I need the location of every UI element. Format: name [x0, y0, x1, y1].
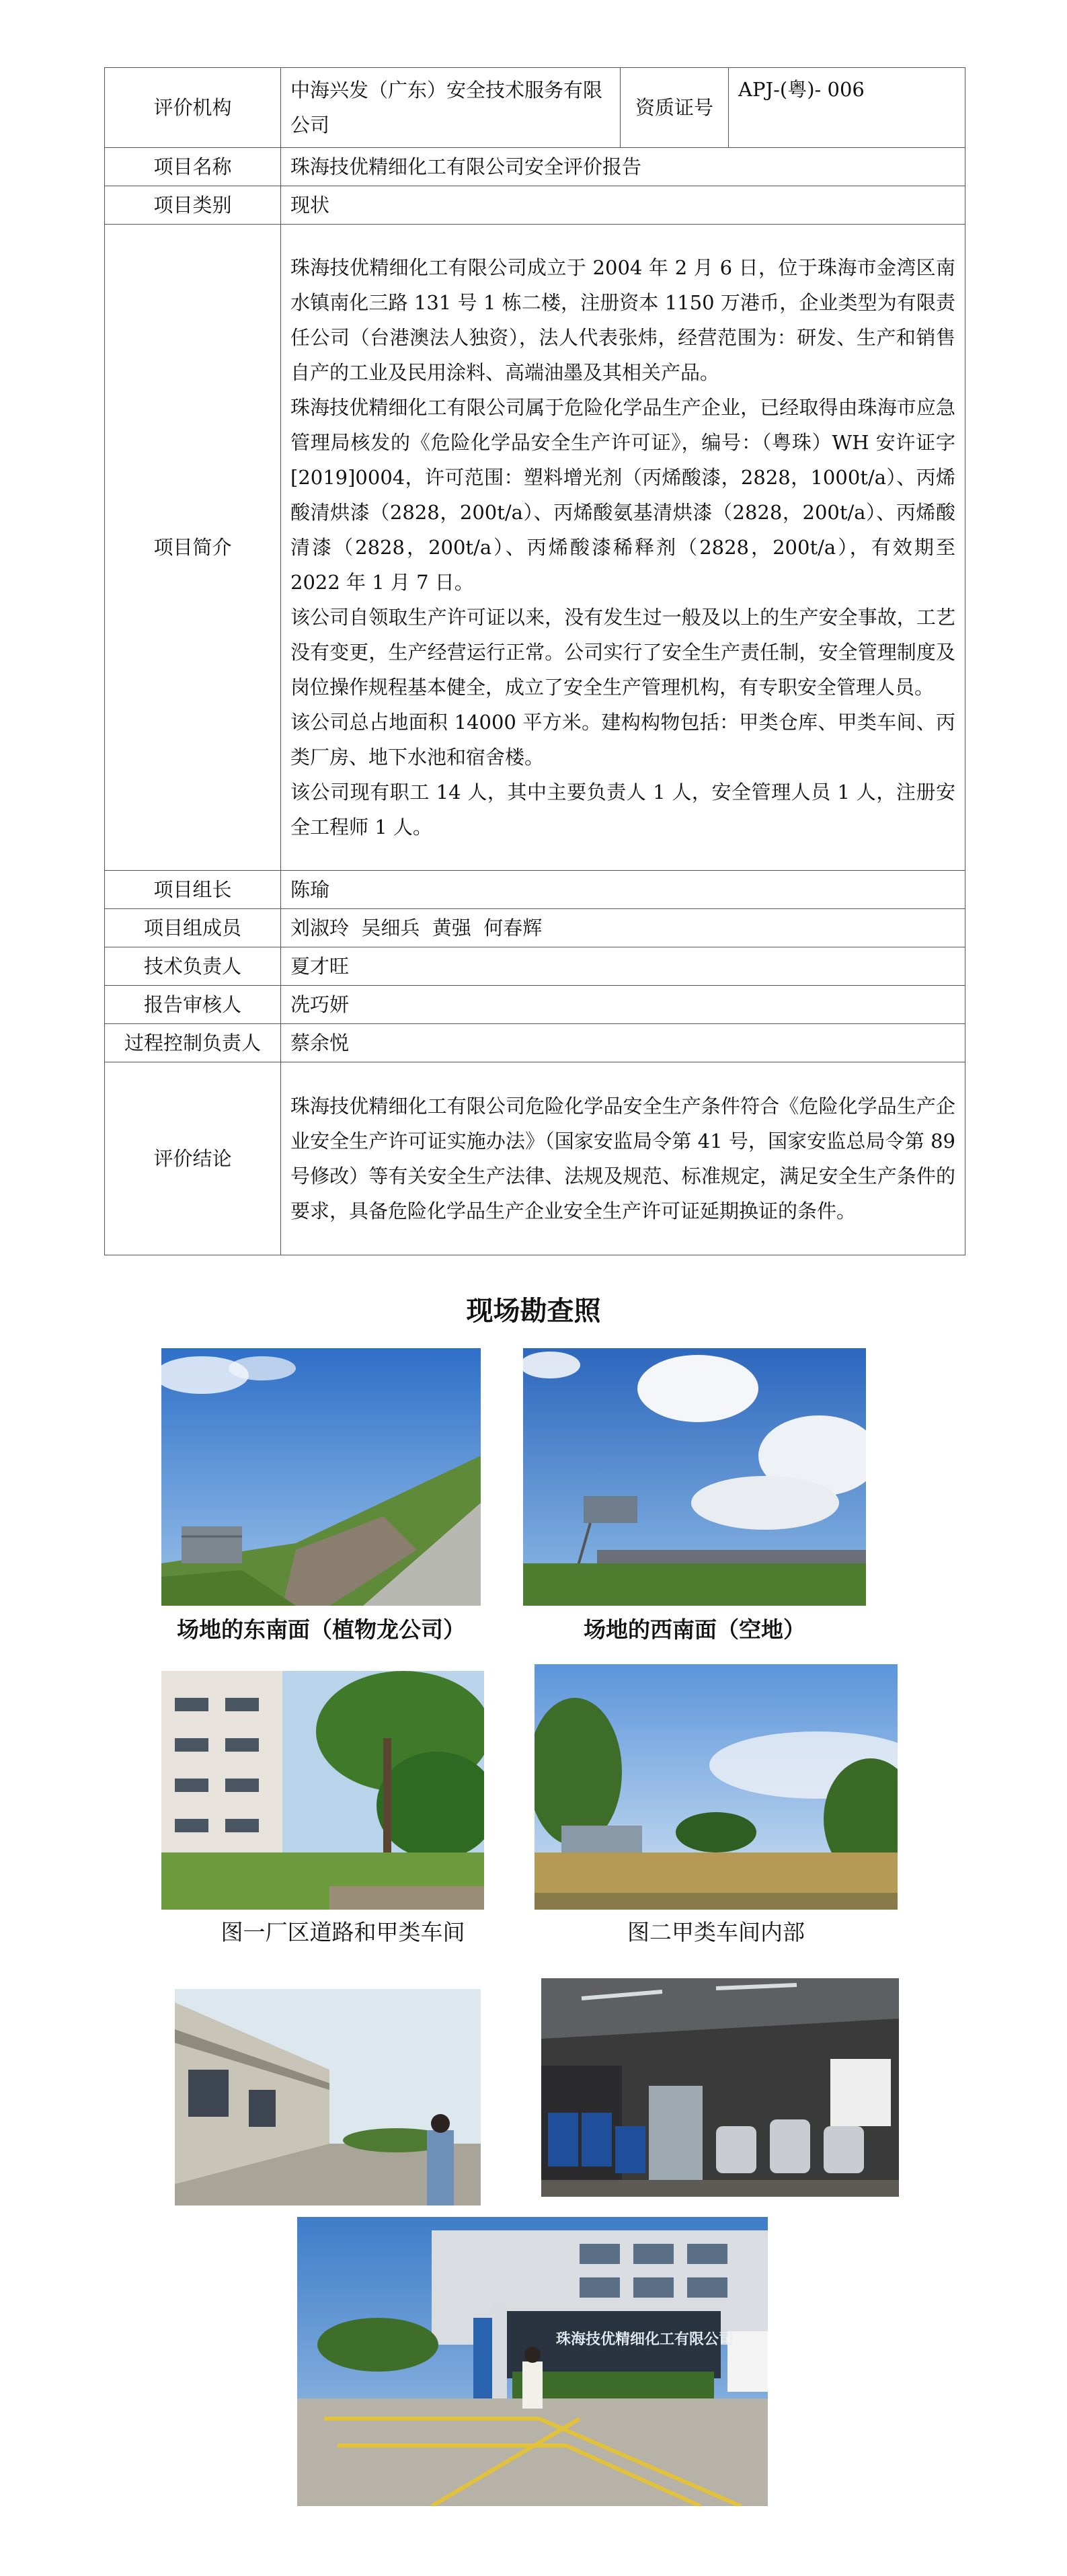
photo-caption-southeast: 场地的东南面（植物龙公司）	[177, 1616, 465, 1643]
table-row	[105, 148, 965, 186]
reviewer-value: 冼巧妍	[281, 986, 965, 1024]
table-row	[105, 909, 965, 947]
southwest-site-photo	[523, 1348, 866, 1606]
conclusion-value	[281, 1062, 965, 1255]
photos-heading: 现场勘查照	[466, 1296, 601, 1327]
table-row	[105, 68, 965, 148]
company-gate-photo	[297, 2217, 768, 2506]
conclusion-label: 评价结论	[105, 1062, 281, 1255]
workshop-interior-photo	[535, 1664, 898, 1910]
intro-paragraph: 该公司现有职工 14 人，其中主要负责人 1 人，安全管理人员 1 人，注册安全工程师 1 人。	[290, 781, 955, 838]
project-name-value: 珠海技优精细化工有限公司安全评价报告	[281, 148, 965, 186]
company-sign-text: 珠海技优精细化工有限公司	[556, 2331, 734, 2348]
photo-caption-workshop-interior: 图二甲类车间内部	[627, 1919, 805, 1945]
project-type-label: 项目类别	[105, 186, 281, 225]
process-label: 过程控制负责人	[105, 1024, 281, 1062]
evaluation-info-table	[104, 67, 965, 1255]
org-label: 评价机构	[105, 68, 281, 148]
intro-label: 项目简介	[105, 225, 281, 871]
tech-label: 技术负责人	[105, 947, 281, 986]
process-value: 蔡余悦	[281, 1024, 965, 1062]
leader-value: 陈瑜	[281, 871, 965, 909]
table-row	[105, 947, 965, 986]
table-row	[105, 986, 965, 1024]
reviewer-label: 报告审核人	[105, 986, 281, 1024]
members-value: 刘淑玲 吴细兵 黄强 何春辉	[281, 909, 965, 947]
table-row	[105, 1024, 965, 1062]
cert-label: 资质证号	[621, 68, 729, 148]
photo-caption-plant-road: 图一厂区道路和甲类车间	[221, 1919, 465, 1945]
intro-paragraph: 该公司总占地面积 14000 平方米。建构构物包括：甲类仓库、甲类车间、丙类厂房、地下水池和宿舍楼。	[290, 711, 955, 769]
project-type-value: 现状	[281, 186, 965, 225]
southeast-site-photo	[161, 1348, 481, 1606]
members-label: 项目组成员	[105, 909, 281, 947]
plant-road-photo	[161, 1671, 484, 1910]
tech-value: 夏才旺	[281, 947, 965, 986]
intro-paragraph: 珠海技优精细化工有限公司成立于 2004 年 2 月 6 日，位于珠海市金湾区南水镇南化三路 131 号 1 栋二楼，注册资本 1150 万港币，企业类型为有限责任公司（台港澳法人独资），法人代表张炜，经营范围为：研发、生产和销售自产的工业及民用涂料、高端油墨及其相关产品。	[290, 256, 955, 384]
table-row	[105, 1062, 965, 1255]
table-row	[105, 186, 965, 225]
org-value: 中海兴发（广东）安全技术服务有限公司	[281, 68, 621, 148]
conclusion-text: 珠海技优精细化工有限公司危险化学品安全生产条件符合《危险化学品生产企业安全生产许可证实施办法》（国家安监局令第 41 号，国家安监总局令第 89 号修改）等有关安全生产法律、法规及规范、标准规定，满足安全生产条件的要求，具备危险化学品生产企业安全生产许可证延期换证的条件。	[290, 1095, 955, 1222]
leader-label: 项目组长	[105, 871, 281, 909]
cert-value: APJ-(粤)- 006	[729, 68, 965, 148]
workshop-equipment-photo	[541, 1978, 899, 2197]
road-between-buildings-photo	[175, 1989, 481, 2206]
table-row	[105, 871, 965, 909]
intro-paragraph: 该公司自领取生产许可证以来，没有发生过一般及以上的生产安全事故，工艺没有变更，生产经营运行正常。公司实行了安全生产责任制，安全管理制度及岗位操作规程基本健全，成立了安全生产管理机构，有专职安全管理人员。	[290, 606, 955, 699]
intro-value	[281, 225, 965, 871]
intro-paragraph: 珠海技优精细化工有限公司属于危险化学品生产企业，已经取得由珠海市应急管理局核发的《危险化学品安全生产许可证》，编号：（粤珠）WH 安许证字[2019]0004，许可范围：塑料增光剂（丙烯酸漆，2828，1000t/a）、丙烯酸清烘漆（2828，200t/a）、丙烯酸氨基清烘漆（2828，200t/a）、丙烯酸清漆（2828，200t/a）、丙烯酸漆稀释剂（2828，200t/a），有效期至 2022 年 1 月 7 日。	[290, 396, 955, 594]
project-name-label: 项目名称	[105, 148, 281, 186]
table-row	[105, 225, 965, 871]
photo-caption-southwest: 场地的西南面（空地）	[584, 1616, 805, 1643]
